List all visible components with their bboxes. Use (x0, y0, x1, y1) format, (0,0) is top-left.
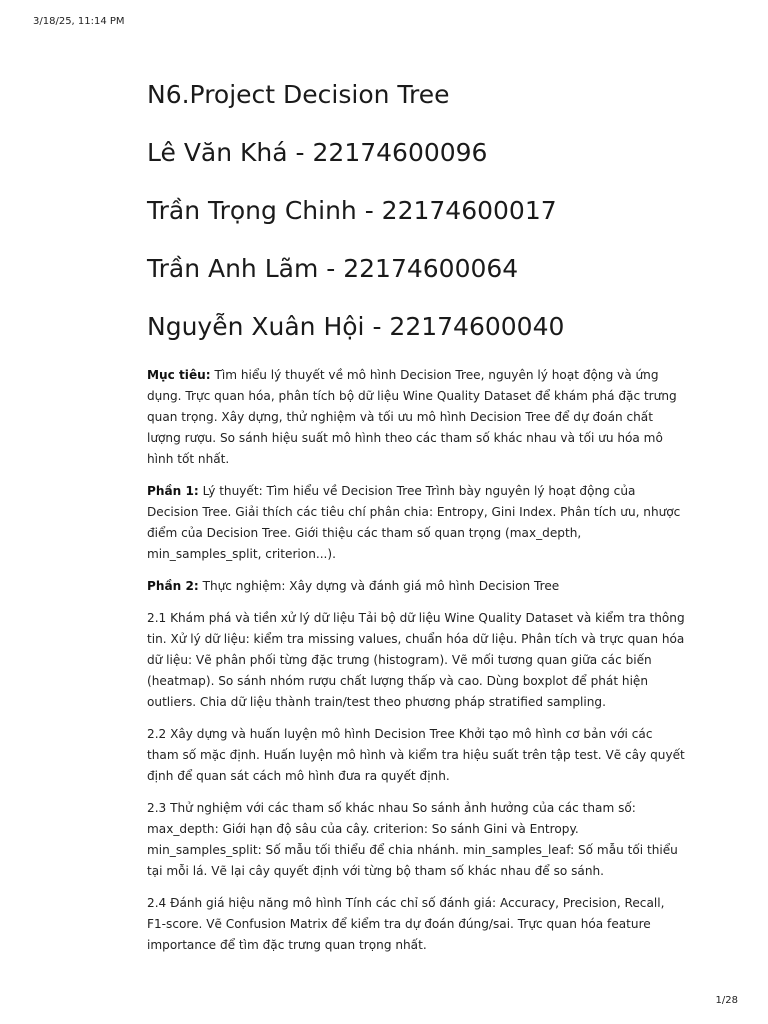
part2-text: Thực nghiệm: Xây dựng và đánh giá mô hình Decision Tree (198, 579, 560, 593)
document-body (147, 74, 687, 956)
part2-paragraph (147, 576, 687, 597)
purpose-label: Mục tiêu: (147, 368, 211, 382)
page-number: 1/28 (715, 995, 738, 1006)
part1-paragraph (147, 481, 687, 565)
section-2-1-paragraph: 2.1 Khám phá và tiền xử lý dữ liệu Tải bộ dữ liệu Wine Quality Dataset và kiểm tra thông tin. Xử lý dữ liệu: kiểm tra missing values, chuẩn hóa dữ liệu. Phân tích và trực quan hóa dữ liệu: Vẽ phân phối từng đặc trưng (histogram). Vẽ mối tương quan giữa các biến (heatmap). So sánh nhóm rượu chất lượng thấp và cao. Dùng boxplot để phát hiện outliers. Chia dữ liệu thành train/test theo phương pháp stratified sampling. (147, 611, 685, 709)
member-heading: Trần Trọng Chinh - 22174600017 (147, 196, 557, 225)
print-datetime: 3/18/25, 11:14 PM (33, 16, 125, 27)
section-2-2-paragraph: 2.2 Xây dựng và huấn luyện mô hình Decision Tree Khởi tạo mô hình cơ bản với các tham số mặc định. Huấn luyện mô hình và kiểm tra hiệu suất trên tập test. Vẽ cây quyết định để quan sát cách mô hình đưa ra quyết định. (147, 727, 685, 783)
member-heading: Lê Văn Khá - 22174600096 (147, 138, 488, 167)
purpose-text: Tìm hiểu lý thuyết về mô hình Decision Tree, nguyên lý hoạt động và ứng dụng. Trực quan hóa, phân tích bộ dữ liệu Wine Quality Dataset để khám phá đặc trưng quan trọng. Xây dựng, thử nghiệm và tối ưu mô hình Decision Tree để dự đoán chất lượng rượu. So sánh hiệu suất mô hình theo các tham số khác nhau và tối ưu hóa mô hình tốt nhất. (147, 368, 677, 466)
section-2-4-paragraph: 2.4 Đánh giá hiệu năng mô hình Tính các chỉ số đánh giá: Accuracy, Precision, Recall, F1-score. Vẽ Confusion Matrix để kiểm tra dự đoán đúng/sai. Trực quan hóa feature importance để tìm đặc trưng quan trọng nhất. (147, 896, 665, 952)
member-heading: Nguyễn Xuân Hội - 22174600040 (147, 312, 565, 341)
purpose-paragraph (147, 365, 687, 470)
member-heading: Trần Anh Lãm - 22174600064 (147, 254, 519, 283)
part1-label: Phần 1: (147, 484, 199, 498)
part2-label: Phần 2: (147, 579, 199, 593)
document-title: N6.Project Decision Tree (147, 80, 450, 109)
section-2-3-paragraph: 2.3 Thử nghiệm với các tham số khác nhau So sánh ảnh hưởng của các tham số: max_depth: Giới hạn độ sâu của cây. criterion: So sánh Gini và Entropy. min_samples_split: Số mẫu tối thiểu để chia nhánh. min_samples_leaf: Số mẫu tối thiểu tại mỗi lá. Vẽ lại cây quyết định với từng bộ tham số khác nhau để so sánh. (147, 801, 678, 878)
part1-text: Lý thuyết: Tìm hiểu về Decision Tree Trình bày nguyên lý hoạt động của Decision Tree. Giải thích các tiêu chí phân chia: Entropy, Gini Index. Phân tích ưu, nhược điểm của Decision Tree. Giới thiệu các tham số quan trọng (max_depth, min_samples_split, criterion...). (147, 484, 681, 561)
